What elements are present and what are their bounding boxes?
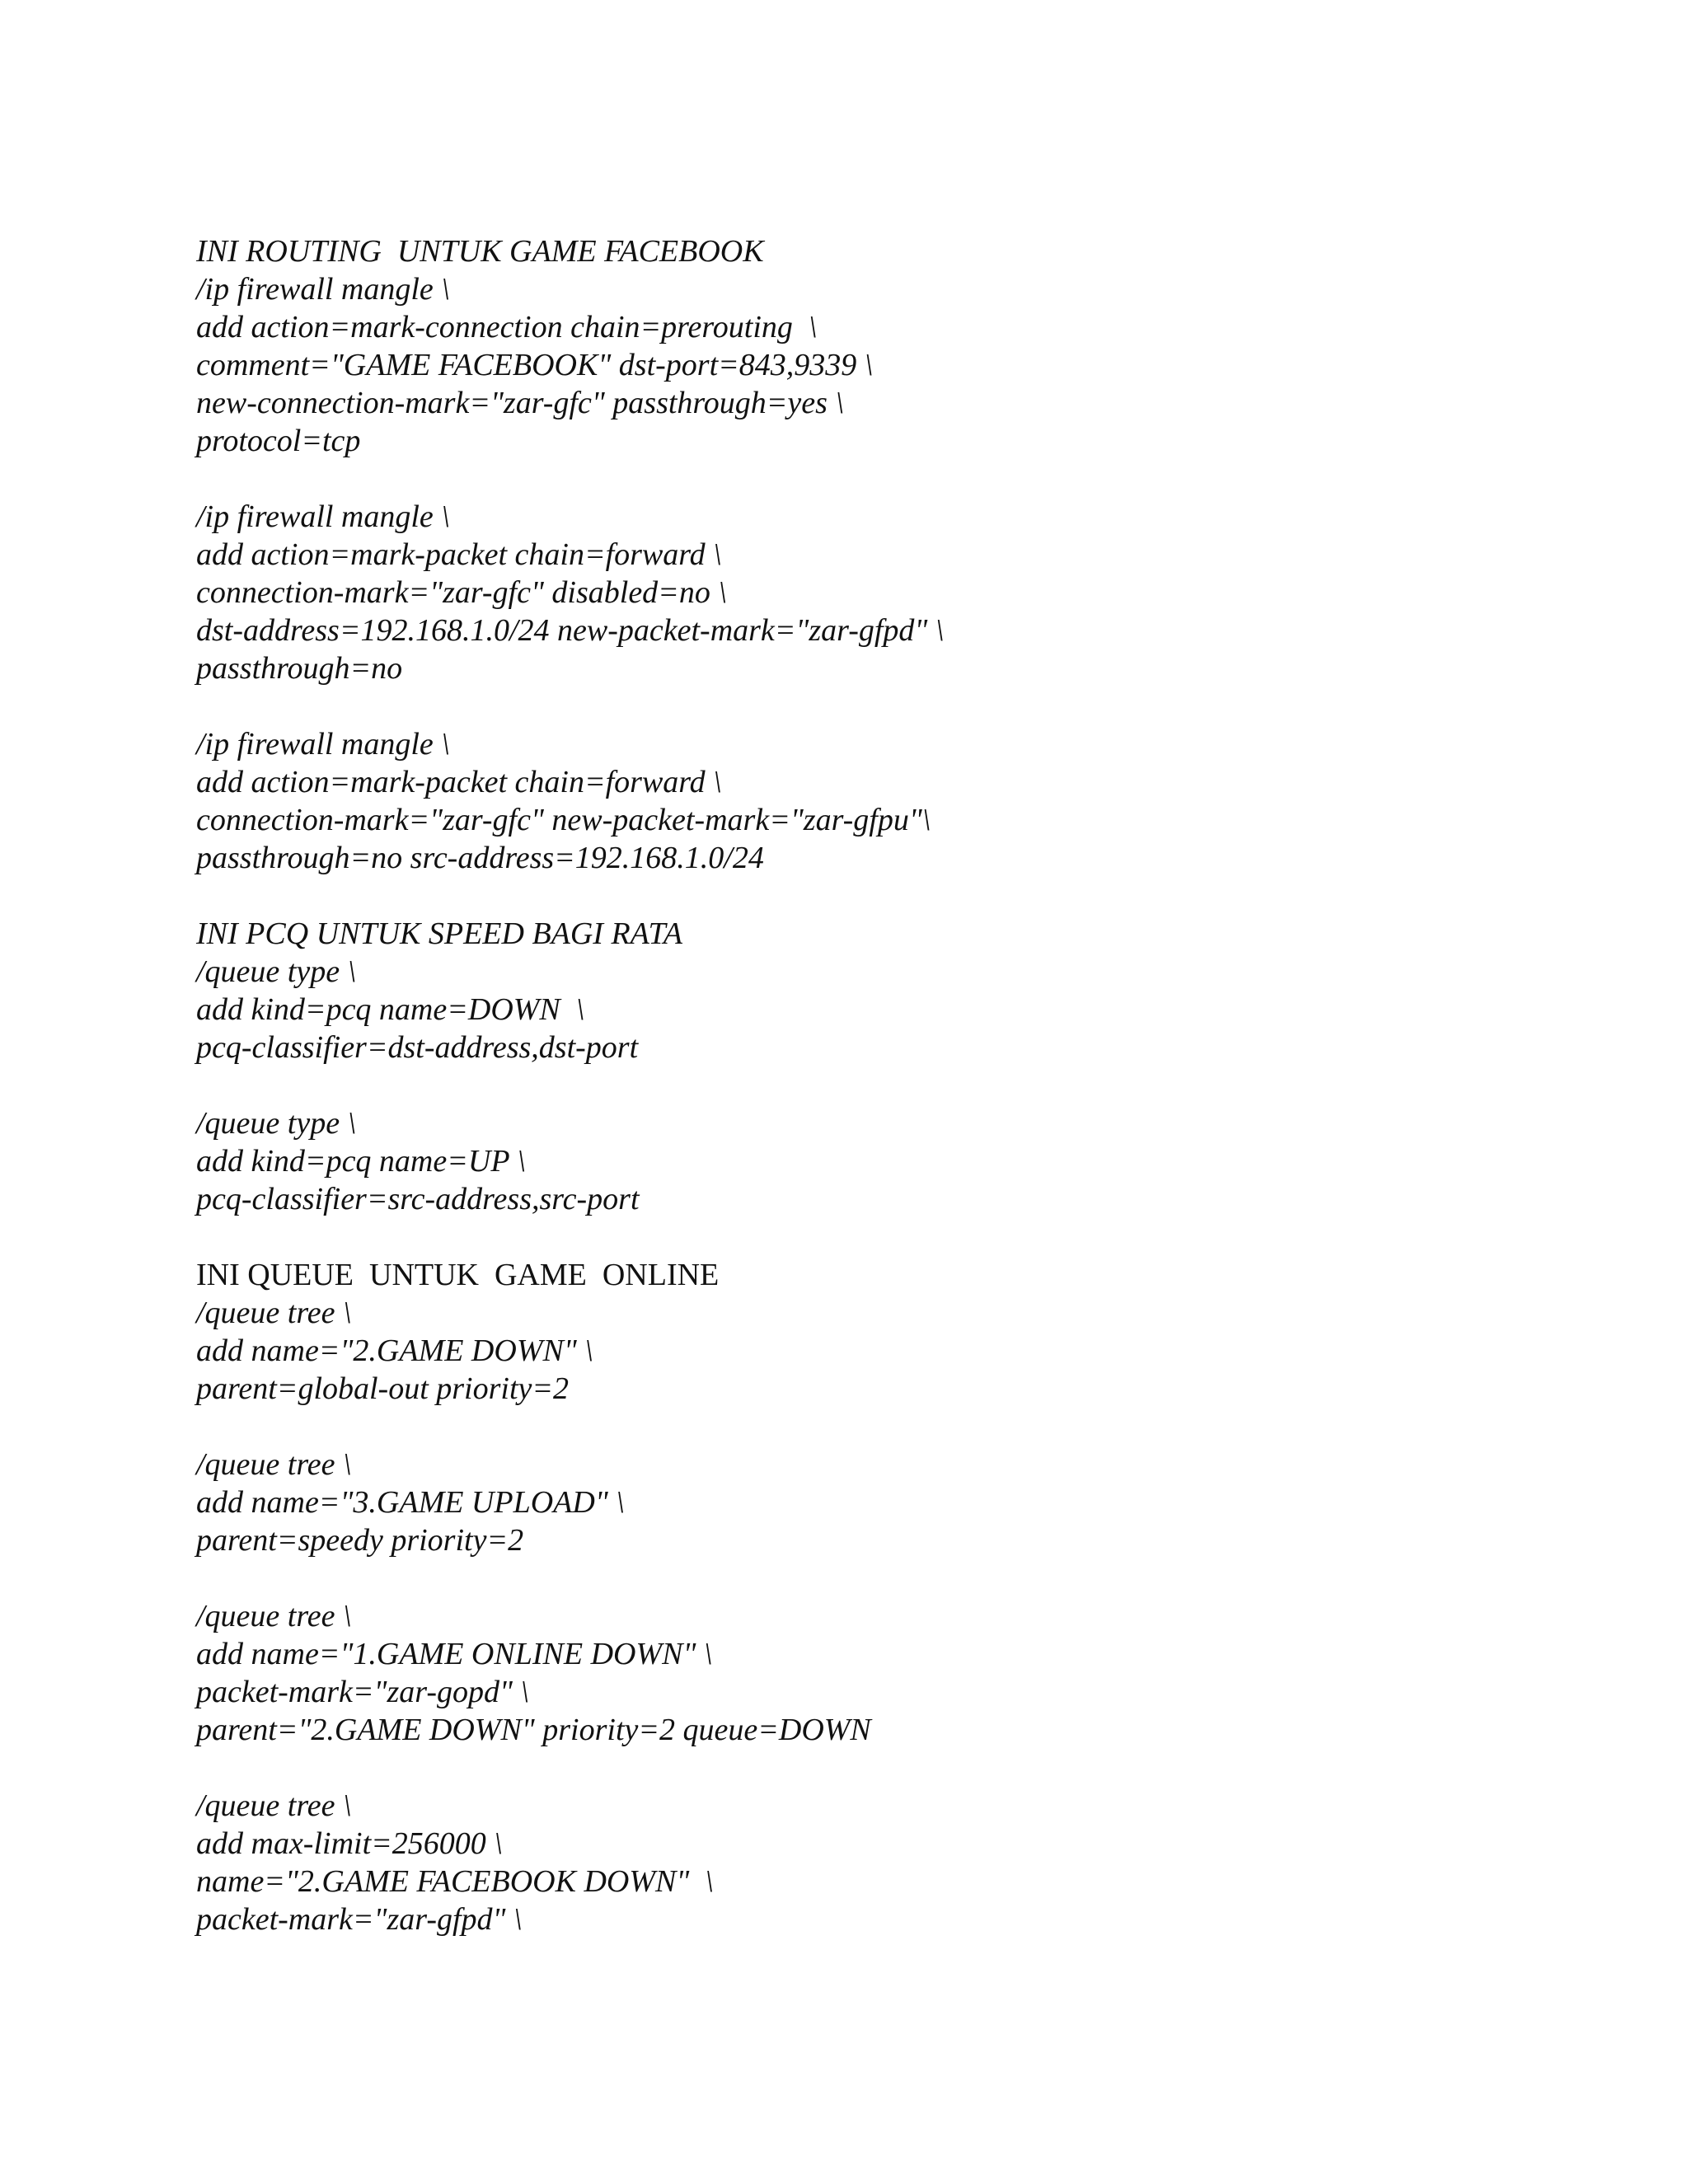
code-line: passthrough=no src-address=192.168.1.0/24 — [196, 841, 764, 875]
code-line: /queue tree \ — [196, 1599, 352, 1633]
code-block — [196, 1104, 1597, 1218]
code-block — [196, 1446, 1597, 1559]
code-line: INI ROUTING UNTUK GAME FACEBOOK — [196, 234, 764, 269]
code-line: passthrough=no — [196, 651, 403, 686]
code-line: packet-mark="zar-gfpd" \ — [196, 1902, 523, 1937]
code-line: new-connection-mark="zar-gfc" passthrough=yes \ — [196, 386, 845, 420]
code-line: /queue tree \ — [196, 1447, 352, 1482]
code-line: /queue type \ — [196, 954, 357, 989]
code-block — [196, 725, 1597, 877]
code-line: comment="GAME FACEBOOK" dst-port=843,9339 \ — [196, 348, 874, 382]
code-block — [196, 1597, 1597, 1749]
code-line: add max-limit=256000 \ — [196, 1826, 503, 1861]
code-line: /queue tree \ — [196, 1788, 352, 1823]
code-block — [196, 1787, 1597, 1938]
code-line: parent=global-out priority=2 — [196, 1371, 570, 1406]
code-line: /queue type \ — [196, 1106, 357, 1141]
code-block — [196, 232, 1597, 460]
code-line: /queue tree \ — [196, 1296, 352, 1330]
code-line: /ip firewall mangle \ — [196, 272, 450, 307]
code-line: add action=mark-packet chain=forward \ — [196, 537, 722, 572]
code-line: add name="1.GAME ONLINE DOWN" \ — [196, 1637, 713, 1671]
code-line: add name="2.GAME DOWN" \ — [196, 1333, 593, 1368]
code-line: INI PCQ UNTUK SPEED BAGI RATA — [196, 916, 683, 951]
code-block — [196, 1256, 1597, 1408]
code-line: add kind=pcq name=UP \ — [196, 1144, 526, 1179]
code-line: add action=mark-connection chain=prerouting \ — [196, 310, 818, 344]
code-line: parent="2.GAME DOWN" priority=2 queue=DOWN — [196, 1713, 871, 1747]
code-block — [196, 915, 1597, 1066]
code-line: add action=mark-packet chain=forward \ — [196, 765, 722, 799]
code-line: name="2.GAME FACEBOOK DOWN" \ — [196, 1864, 714, 1899]
code-line: connection-mark="zar-gfc" disabled=no \ — [196, 575, 727, 610]
code-line: add kind=pcq name=DOWN \ — [196, 992, 585, 1027]
code-line: pcq-classifier=dst-address,dst-port — [196, 1030, 639, 1065]
code-block — [196, 498, 1597, 687]
code-line: connection-mark="zar-gfc" new-packet-mark="zar-gfpu"\ — [196, 803, 931, 837]
code-line: parent=speedy priority=2 — [196, 1523, 524, 1558]
code-line: dst-address=192.168.1.0/24 new-packet-mark="zar-gfpd" \ — [196, 613, 945, 648]
code-line: protocol=tcp — [196, 424, 361, 458]
code-line: add name="3.GAME UPLOAD" \ — [196, 1485, 625, 1520]
section-heading: INI QUEUE UNTUK GAME ONLINE — [196, 1258, 720, 1292]
code-line: /ip firewall mangle \ — [196, 499, 450, 534]
code-line: pcq-classifier=src-address,src-port — [196, 1182, 640, 1216]
code-line: packet-mark="zar-gopd" \ — [196, 1675, 529, 1709]
document-body — [196, 232, 1597, 1976]
code-line: /ip firewall mangle \ — [196, 727, 450, 762]
